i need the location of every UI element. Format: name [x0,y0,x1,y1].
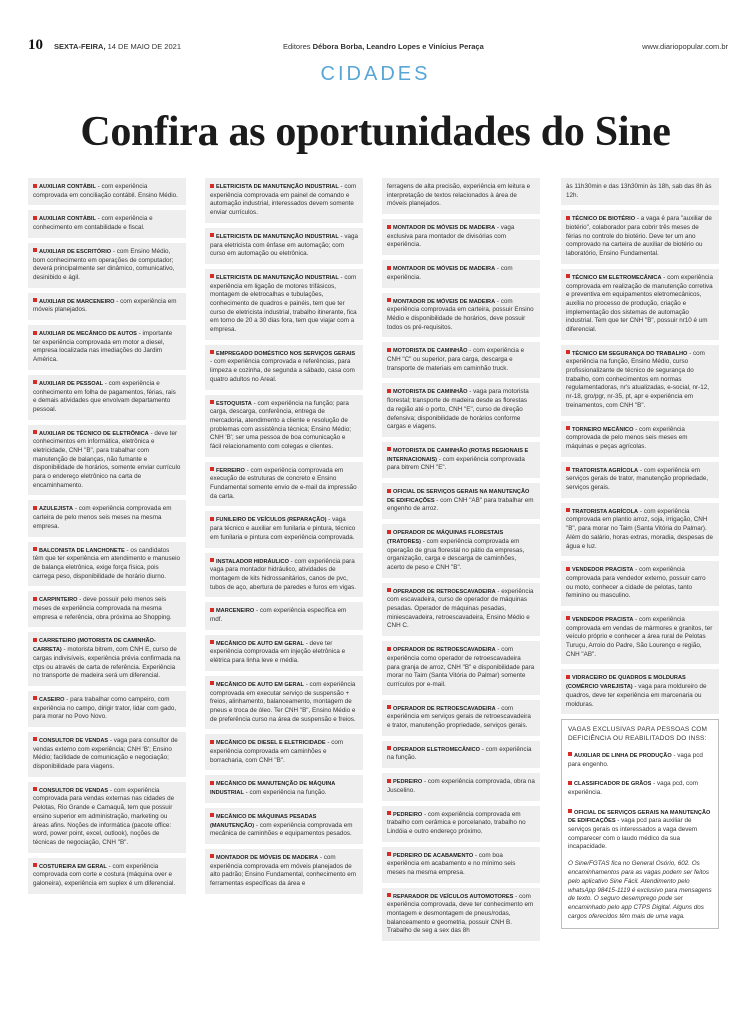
job-title: AUXILIAR DE MECÂNICO DE AUTOS [39,331,137,337]
job-description: - vaga exclusiva para montador de divisórias com experiência. [387,224,515,249]
job-description: - com experiência comprovada em móveis planejados de alto padrão; Ensino Fundamental, conhecimento em ferramentas específicas da área e [210,853,356,888]
job-description: - com experiência na função. [387,745,532,762]
job-description: - importante ter experiência comprovada em motor a diesel, empresa localizada nas imediações do Jardim América. [33,330,173,364]
job-title: AUXILIAR DE LINHA DE PRODUÇÃO [574,752,672,759]
job-description: - com experiência e CNH "C" ou superior, para carga, descarga e transporte de materiais em caminhão truck. [387,347,525,372]
bullet-square-icon [387,705,391,709]
job-title: REPARADOR DE VEÍCULOS AUTOMOTORES [393,893,514,900]
job-description: - com experiência na função, Ensino Médio, curso profissionalizante de técnico de segurança do trabalho, com conhecimentos em normas regulamentadoras, nr's atualizadas, e-social, nr-12, nr-18, gro/pgr, nr-35, pt, apr e experiência em treinamentos, com CNH "B". [566,349,709,409]
job-listing [28,591,186,627]
job-description: - com experiência na função; para carga, descarga, conferência, entrega de mercadoria, atendimento a cliente e resolução de problemas com assistência técnica; Ensino Médio; CNH 'B'; ser uma pessoa de boa comunicação e fácil relacionamento com colegas e clientes. [210,399,352,450]
job-listing [561,210,719,263]
bullet-square-icon [210,640,214,644]
job-title: MONTADOR DE MÓVEIS DE MADEIRA [216,854,319,861]
job-description: - com experiência comprovada para bitrem CNH "E". [387,455,525,472]
job-title: ELETRICISTA DE MANUTENÇÃO INDUSTRIAL [216,274,339,281]
job-title: CONSULTOR DE VENDAS [39,737,109,744]
job-listing [382,293,540,338]
job-title: FERREIRO [216,467,245,474]
job-description: - com experiência e conhecimento em folha de pagamentos, férias, rais e demais atividades que envolvam departamento pessoal. [33,379,176,413]
job-description: - para trabalhar como campeiro, com experiência no campo, dirigir trator, lidar com gado, para morar no Povo Novo. [33,695,177,721]
job-title: CLASSIFICADOR DE GRÃOS [574,781,652,788]
job-listing [205,462,363,507]
job-listing [28,210,186,237]
job-description: - com experiência comprovada em operação de grua florestal no pátio da empresas, organização, carga e descarga de caminhões, acerto de peso e CNH "B". [387,537,525,571]
job-listing [382,442,540,478]
issue-date [54,42,181,51]
job-description: - com experiência comprovada em painel de comando e automação industrial, interessados devem somente enviar currículos. [210,183,357,217]
job-description: - com boa experiência em acabamento e no mínimo seis meses na mesma empresa. [387,851,516,876]
bullet-square-icon [387,746,391,750]
bullet-square-icon [33,597,37,601]
job-title: TRATORISTA AGRÍCOLA [572,508,639,515]
job-listing [382,178,540,214]
job-listing [28,542,186,587]
job-title: VIDRACEIRO DE QUADROS E MOLDURAS (COMÉRCIO VAREJISTA) [566,675,686,691]
job-title: OFICIAL DE SERVIÇOS GERAIS NA MANUTENÇÃO DE EDIFICAÇÕES [387,489,530,504]
job-description: - com experiência comprovada em trabalho com cerâmica e porcelanato, trabalho no Lindóia e outro endereço próximo. [387,810,526,835]
job-listing [568,749,712,772]
job-description: às 11h30min e das 13h30min às 18h, sab das 8h às 12h. [566,183,712,199]
bullet-square-icon [33,184,37,188]
bullet-square-icon [210,813,214,817]
job-title: BALCONISTA DE LANCHONETE [39,547,125,554]
bullet-square-icon [568,809,572,813]
job-listing [382,773,540,800]
job-description: - com experiência comprovada para vendedor externo, possuir carro ou moto, conhecer a cidade de pelotas, tanto feminino ou masculino. [566,566,706,600]
column-1 [28,178,186,899]
job-listing [205,511,363,547]
job-title: VENDEDOR PRACISTA [572,616,634,623]
bullet-square-icon [566,274,570,278]
job-listing [205,849,363,894]
bullet-square-icon [210,467,214,471]
bullet-square-icon [387,811,391,815]
job-title: FUNILEIRO DE VEÍCULOS (REPARAÇÃO) [216,517,327,524]
job-description: ferragens de alta precisão, experiência em leitura e interpretação de textos relacionados à área de móveis planejados. [387,183,531,208]
job-listing [28,293,186,320]
bullet-square-icon [210,350,214,354]
job-listing [382,741,540,768]
job-listing [205,228,363,264]
job-description: - com experiência comprovada em plantio arroz, soja, irrigação, CNH "B", para morar no Taim (Santa Vitória do Palmar). Além do salário, horas extras, moradia, despesas de água e luz. [566,507,714,550]
job-title: OPERADOR DE MÁQUINAS FLORESTAIS (TRATORES) [387,530,504,545]
job-listing [561,611,719,664]
job-description: - com experiência comprovada em caminhões e borracharia, com CNH "B". [210,739,344,764]
bullet-square-icon [33,696,37,700]
job-title: MECÂNICO DE AUTO EM GERAL [216,681,304,688]
job-listing [205,269,363,340]
bullet-square-icon [387,298,391,302]
job-title: AUXILIAR DE MARCENEIRO [39,298,115,305]
job-title: AUXILIAR DE PESSOAL [39,380,104,387]
bullet-square-icon [568,781,572,785]
bullet-square-icon [387,447,391,451]
bullet-square-icon [210,781,214,785]
date-text: 14 DE MAIO DE 2021 [107,42,181,51]
bullet-square-icon [566,508,570,512]
bullet-square-icon [387,348,391,352]
job-title: TÉCNICO EM ELETROMECÂNICA [572,274,662,281]
job-description: - com experiência comprovada em carteira, possuir Ensino Médio e disponibilidade de horários, deve possuir todos os pré-requisitos. [387,297,534,331]
job-listing [561,462,719,498]
job-title: CASEIRO [39,696,65,703]
bullet-square-icon [387,389,391,393]
bullet-square-icon [566,616,570,620]
job-title: EMPREGADO DOMÉSTICO NOS SERVIÇOS GERAIS [216,350,356,357]
job-description: - com experiência em serviços gerais de trator, manutenção propriedade, serviços gerais. [566,466,709,492]
section-title: CIDADES [320,63,431,85]
job-title: MARCENEIRO [216,608,255,615]
job-description: - com experiência em ligação de motores trifásicos, montagem de eletrocalhas e tubulações, conhecimento de quadros e painéis, tem que ter curso de eletricista industrial, trabalho itinerante, fica em torno de 20 a 30 dias fora, tem que viajar com a empresa. [210,273,357,334]
column-4-items [561,178,719,714]
job-listing [205,734,363,770]
job-title: PEDREIRO [393,811,423,818]
job-description: - com experiência em serviços gerais de retroescavadeira e trator, manutenção propriedade, serviços gerais. [387,704,531,729]
job-title: MECÂNICO DE DIESEL E ELETRICIDADE [216,740,326,747]
job-title: MOTORISTA DE CAMINHÃO [393,389,468,396]
job-title: ESTOQUISTA [216,400,252,407]
job-title: OPERADOR DE RETROESCAVADEIRA [393,647,496,654]
job-title: CARRETEIRO (MOTORISTA DE CAMINHÃO-CARRETA) [33,638,156,654]
job-title: AUXILIAR DE TÉCNICO DE ELETRÔNICA [39,430,149,437]
job-description: - com experiência comprovada para vendas externas nas cidades de Pelotas, Rio Grande e Camaquã, tem que possuir ensino superior em administração, marketing ou áreas afins. Noções de informática (pacote office: word, power point, excel, outlook), noções de técnicas de negociação, CNH "B". [33,786,175,846]
job-description: - com experiência. [387,265,513,281]
bullet-square-icon [566,567,570,571]
bullet-square-icon [210,400,214,404]
job-listing [382,641,540,694]
job-listing [561,561,719,606]
bullet-square-icon [387,893,391,897]
job-description: - com experiência na função. [243,789,327,797]
job-title: CARPINTEIRO [39,597,78,604]
job-title: PEDREIRO DE ACABAMENTO [393,852,474,859]
job-description: - com experiência comprovada em vendas de mármores e granitos, ter veículo próprio e conhecer a área rural de Pelotas Turuçu, Arroio do Padre, São Lourenço e região, CNH "AB". [566,615,713,658]
job-title: ELETRICISTA DE MANUTENÇÃO INDUSTRIAL [216,233,339,240]
bullet-square-icon [566,350,570,354]
job-listing [382,260,540,287]
bullet-square-icon [33,737,37,741]
column-3 [382,178,540,946]
weekday: SEXTA-FEIRA, [54,42,106,51]
job-description: - com experiência comprovada com corte e costura (máquina over e galoneira), experiência em suplex é um diferencial. [33,862,176,887]
job-title: MOTORISTA DE CAMINHÃO (ROTAS REGIONAIS E INTERNACIONAIS) [387,447,529,463]
job-description: - com experiência e conhecimento em contabilidade e fiscal. [33,215,153,232]
job-listing [561,503,719,556]
job-title: TÉCNICO EM SEGURANÇA DO TRABALHO [572,350,688,357]
bullet-square-icon [210,274,214,278]
bullet-square-icon [33,248,37,252]
job-title: MOTORISTA DE CAMINHÃO [393,348,468,355]
pcd-box [561,719,719,929]
job-listing [28,632,186,686]
job-listing [205,345,363,390]
job-description: - deve possuir pelo menos seis meses de experiência comprovada na mesma empresa e referência, obra próxima ao Shopping. [33,596,172,621]
job-listing [28,178,186,205]
job-title: MECÂNICO DE AUTO EM GERAL [216,640,304,647]
bullet-square-icon [33,638,37,642]
job-listing [382,583,540,636]
job-description: - vaga pcd para auxiliar de serviços gerais os interessados a vaga devem comparecer com o laudo médico da sua incapacidade. [568,817,698,851]
job-description: - com experiência comprovada, obra na Juscelino. [387,778,535,794]
job-listing [561,345,719,416]
job-listing [205,676,363,729]
job-title: OFICIAL DE SERVIÇOS GERAIS NA MANUTENÇÃO DE EDIFICAÇÕES [568,809,711,825]
job-title: AUXILIAR DE ESCRITÓRIO [39,248,112,255]
job-description: - vaga pcd para engenho. [568,751,703,768]
bullet-square-icon [33,787,37,791]
bullet-square-icon [387,489,391,493]
job-listing [28,243,186,288]
pcd-box-title: VAGAS EXCLUSIVAS PARA PESSOAS COM DEFICIÊNCIA OU REABILITADOS DO INSS: [568,726,708,743]
bullet-square-icon [210,517,214,521]
job-title: MONTADOR DE MÓVEIS DE MADEIRA [393,266,496,273]
job-listing [382,483,540,519]
site-url: www.diariopopular.com.br [642,42,728,51]
job-listing [561,421,719,457]
job-description: - com experiência comprovada de pelo menos seis meses em máquinas e peças agrícolas. [566,425,688,450]
bullet-square-icon [33,506,37,510]
editors-names: Débora Borba, Leandro Lopes e Vinícius Peraça [312,42,484,51]
bullet-square-icon [387,530,391,534]
job-description: - com experiência para vaga para montador hidráulico, atividades de montagem de kits hidrossanitários, canos de pvc, tubos de aço, abertura de paredes e furos em vigas. [210,557,356,591]
job-description: - com experiência comprovada, deve ter conhecimento em montagem e desmontagem de pneus/rodas, balanceamento e geometria, possuir CNH B. Trabalho de seg a sex das 8h [387,892,534,935]
job-title: VENDEDOR PRACISTA [572,567,634,574]
bullet-square-icon [210,740,214,744]
bullet-square-icon [33,331,37,335]
editors-line [283,42,484,51]
job-listing [28,375,186,420]
job-title: MECÂNICO DE MÁQUINAS PESADAS (MANUTENÇÃO) [210,813,317,829]
job-title: MONTADOR DE MÓVEIS DE MADEIRA [393,225,496,232]
column-2 [205,178,363,899]
job-description: - com experiência comprovada em mecânica de caminhões e equipamentos pesados. [210,821,353,838]
pcd-items [568,749,712,855]
bullet-square-icon [210,681,214,685]
job-description: - vaga para eletricista com ênfase em automação; com curso em automação ou eletrônica. [210,232,359,258]
job-listing [28,325,186,370]
job-listing [205,553,363,598]
job-description: - com experiência comprovada em carteira de pelo menos seis meses na mesma empresa. [33,505,172,530]
bullet-square-icon [210,558,214,562]
bullet-square-icon [566,216,570,220]
job-description: - com experiência comprovada e referências, para limpeza e cozinha, de segunda a sábado, casa com quatro adultos no Areal. [210,358,355,383]
job-title: OPERADOR DE RETROESCAVADEIRA [393,588,496,595]
job-description: - vaga para consultor de vendas externo com experiência; CNH 'B'; Ensino Médio; facilidade de comunicação e negociação; disponibilidade para viagens. [33,736,178,771]
job-description: - com Ensino Médio, bom conhecimento em operações de computador; deverá principalmente ser dinâmico, comunicativo, desinibido e ágil. [33,247,175,281]
job-listing [382,524,540,578]
bullet-square-icon [387,779,391,783]
job-listing [28,691,186,727]
job-listing [28,500,186,536]
bullet-square-icon [566,675,570,679]
job-description: - com experiência comprovada em conciliação contábil. Ensino Médio. [33,183,178,199]
job-listing [382,847,540,883]
job-listing [561,669,719,714]
job-description: - vaga para moldureiro de quadros, deve ter experiência em marcenaria ou molduras. [566,683,707,708]
job-listing [382,219,540,255]
bullet-square-icon [387,225,391,229]
job-description: - com experiência comprovada em execução de estruturas de concreto e Ensino Fundamental somente envio de e-mail da impressão da carta. [210,466,357,500]
bullet-square-icon [210,184,214,188]
job-listing [28,425,186,496]
bullet-square-icon [568,752,572,756]
column-4 [561,178,719,929]
bullet-square-icon [33,216,37,220]
job-description: - com experiência em móveis planejados. [33,297,177,314]
job-description: - experiência com escavadeira, curso de operador de máquinas pesadas. Operador de máquinas pesadas, miniescavadeira, retroescavadeira, Ensino Médio e CNH C. [387,587,534,630]
job-listing [205,775,363,802]
job-listing [205,635,363,671]
job-description: - vaga para motorista florestal; transporte de madeira desde as florestas da região até o porto, CNH "E", curso de direção defensiva; disponibilidade de horários conforme cargas e viagens. [387,388,529,431]
job-listing [205,808,363,844]
bullet-square-icon [210,608,214,612]
job-description: - com experiência específica em mdf. [210,607,347,624]
job-description: - com CNH "AB" para trabalhar em engenho de arroz. [387,496,534,513]
job-title: TÉCNICO DE BIOTÉRIO [572,216,636,223]
bullet-square-icon [387,266,391,270]
page-header [28,37,728,54]
bullet-square-icon [33,863,37,867]
job-title: TORNEIRO MECÂNICO [572,426,634,433]
bullet-square-icon [210,233,214,237]
job-description: - com experiência como operador de retroescavadeira para granja de arroz, CNH "B" e disponibilidade para morar no Taim (Santa Vitória do Palmar) somente currículos por e-mail. [387,646,535,688]
job-title: OPERADOR DE RETROESCAVADEIRA [393,705,496,712]
job-title: ELETRICISTA DE MANUTENÇÃO INDUSTRIAL [216,184,339,190]
bullet-square-icon [387,588,391,592]
bullet-square-icon [33,380,37,384]
job-description: - com experiência comprovada em executar serviço de suspensão + freios, alinhamento, balanceamento, montagem de pneus e troca de óleo. Ter CNH "B", Ensino Médio e de preferência curso na área de suspensão e freios. [210,680,356,723]
pcd-box-note: O Sine/FGTAS fica no General Osório, 602. Os encaminhamentos para as vagas podem ser feitos pelo aplicativo Sine Fácil. Atendimento pelo whatsApp 98415-1119 é exclusivo para mensagens de texto. O seguro desemprego pode ser encaminhado pelo app CTPS Digital. Alguns dos cargos oferecidos têm mais de uma vaga. [568,860,712,920]
editors-prefix: Editores [283,42,311,51]
job-description: - com experiência comprovada em realização de manutenção corretiva e preventiva em equipamentos eletromecânicos, auxília no processo de produção, criação e implementação dos sistemas de automação industrial. Tem que ter CNH "B", possuir nr10 é um diferencial. [566,273,713,333]
job-listing [382,383,540,436]
job-listing [382,806,540,842]
job-listing [568,777,712,800]
job-listing [28,858,186,894]
job-title: COSTUREIRA EM GERAL [39,863,107,870]
bullet-square-icon [33,298,37,302]
bullet-square-icon [33,430,37,434]
job-listing [382,888,540,941]
job-description: - vaga para técnico e auxiliar em funilaria e pintura, técnico em funilaria e pintura com experiência comprovada. [210,516,356,541]
job-listing [382,342,540,378]
bullet-square-icon [210,854,214,858]
job-listing [205,178,363,223]
job-title: OPERADOR ELETROMECÂNICO [393,746,481,753]
job-description: - deve ter experiência comprovada em injeção eletrônica e elétrica para linha leve e média. [210,639,346,665]
job-title: AUXILIAR CONTÁBIL [39,216,96,223]
job-description: - a vaga é para "auxiliar de biotério", colaborador para cobrir três meses de férias no controle do biotério. Deve ter um ano comprovado na carteira de auxiliar de biotério ou laboratório, Ensino Fundamental. [566,215,712,258]
job-description: - motorista bitrem, com CNH E, curso de cargas indivisíveis, experiência prévia confirmada na ctps ou através de carta de referência. Experiência no transporte de madeira será um diferencial. [33,646,181,680]
job-listing [28,782,186,853]
job-description: - vaga pcd, com experiência. [568,780,698,796]
job-title: AUXILIAR CONTÁBIL [39,184,96,190]
job-listing [205,602,363,629]
job-title: MECÂNICO DE MANUTENÇÃO DE MÁQUINA INDUSTRIAL [210,781,336,797]
job-title: AZULEJISTA [39,506,74,513]
job-description: - os candidatos têm que ter experiência em atendimento e manuseio de balança eletrônica, exige força física, pois carrega peso, disponibilidade de horário diurno. [33,546,181,580]
bullet-square-icon [566,426,570,430]
job-description: - deve ter conhecimentos em informática, eletrônica e eletricidade, CNH "B", para trabalhar com manutenção de balanças, não fumante e disponibilidade de horários, somente enviar currículo para o endereço eletrônico na carta de encaminhamento. [33,429,181,489]
page-number: 10 [28,37,43,53]
bullet-square-icon [33,547,37,551]
job-listing [28,732,186,777]
bullet-square-icon [566,467,570,471]
job-listing [205,395,363,457]
job-title: INSTALADOR HIDRÁULICO [216,558,289,565]
job-title: TRATORISTA AGRÍCOLA [572,467,639,474]
job-listing [561,269,719,340]
headline: Confira as oportunidades do Sine [80,109,671,155]
job-title: MONTADOR DE MÓVEIS DE MADEIRA [393,298,496,305]
bullet-square-icon [387,852,391,856]
job-listing [568,806,712,856]
job-listing [382,700,540,736]
bullet-square-icon [387,647,391,651]
job-title: CONSULTOR DE VENDAS [39,787,109,794]
job-title: PEDREIRO [393,779,423,786]
job-listing [561,178,719,205]
